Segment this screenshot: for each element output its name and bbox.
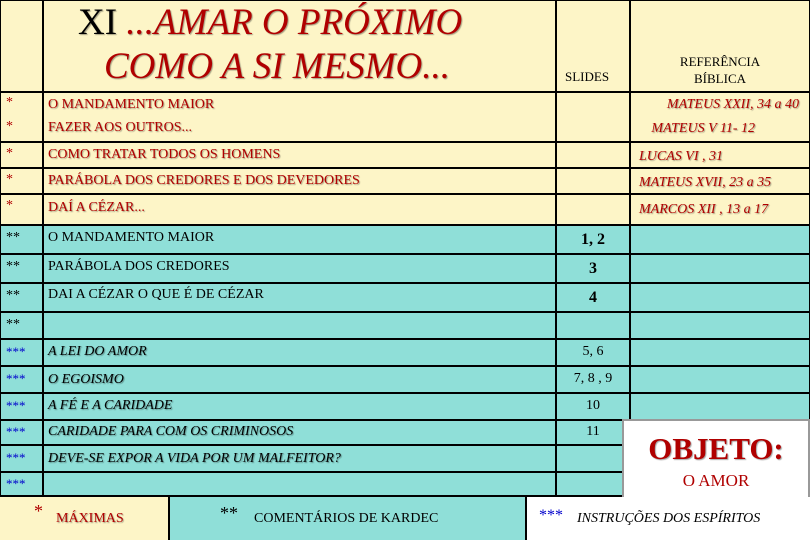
ref-header-line-1: REFERÊNCIA bbox=[679, 54, 761, 69]
instrucao-mark-cell bbox=[1, 421, 42, 444]
instrucao-mark: *** bbox=[6, 450, 26, 465]
instrucao-text: CARIDADE PARA COM OS CRIMINOSOS bbox=[48, 424, 294, 439]
comentario-mark-cell bbox=[1, 255, 42, 282]
instrucao-mark-cell bbox=[1, 446, 42, 471]
maxima-mark-cell bbox=[1, 169, 42, 193]
maxima-text: O MANDAMENTO MAIOR bbox=[48, 97, 215, 112]
maxima-ref: MATEUS V 11- 12 bbox=[651, 121, 755, 136]
legend-instrucoes-label: INSTRUÇÕES DOS ESPÍRITOS bbox=[577, 511, 761, 526]
comentario-mark: ** bbox=[6, 317, 20, 332]
header-title-cell bbox=[44, 1, 555, 91]
maxima-slides-cell bbox=[557, 195, 629, 224]
maxima-text-cell bbox=[44, 169, 555, 193]
instrucao-text: O EGOISMO bbox=[48, 372, 124, 387]
comentario-mark: ** bbox=[6, 230, 20, 245]
comentario-slides-cell bbox=[557, 255, 629, 282]
comentario-text-cell bbox=[44, 255, 555, 282]
maxima-ref: MATEUS XVII, 23 a 35 bbox=[639, 175, 772, 190]
maxima-mark-cell bbox=[1, 143, 42, 167]
maxima-mark-cell bbox=[1, 93, 42, 141]
instrucao-slides-cell bbox=[557, 473, 629, 495]
instrucao-slides-cell bbox=[557, 421, 629, 444]
instrucao-text-cell bbox=[44, 473, 555, 495]
legend-comentarios bbox=[170, 497, 525, 540]
comentario-slides: 1, 2 bbox=[581, 231, 605, 248]
instrucao-slides-cell bbox=[557, 340, 629, 365]
comentario-slides: 3 bbox=[589, 260, 597, 277]
header-ref-cell bbox=[631, 1, 809, 91]
instrucao-mark: *** bbox=[6, 344, 26, 359]
maxima-text-cell bbox=[44, 93, 555, 141]
maxima-ref-cell bbox=[631, 169, 809, 193]
legend-comentarios-label: COMENTÁRIOS DE KARDEC bbox=[254, 511, 439, 526]
instrucao-slides: 7, 8 , 9 bbox=[573, 371, 613, 386]
maxima-text: DAÍ A CÉZAR... bbox=[48, 200, 145, 215]
instrucao-mark-cell bbox=[1, 340, 42, 365]
maxima-mark-cell bbox=[1, 195, 42, 224]
legend-maximas bbox=[0, 497, 168, 540]
comentario-slides-cell bbox=[557, 226, 629, 253]
header-mark-cell bbox=[1, 1, 42, 91]
instrucao-mark: *** bbox=[6, 424, 26, 439]
comentario-slides-cell bbox=[557, 284, 629, 311]
instrucao-ref-cell bbox=[631, 394, 809, 419]
instrucao-text-cell bbox=[44, 446, 555, 471]
objeto-subtitle: O AMOR bbox=[682, 471, 750, 490]
title-line-1 bbox=[78, 1, 462, 45]
comentario-text-cell bbox=[44, 313, 555, 338]
instrucao-slides: 11 bbox=[586, 424, 600, 439]
header-slides-cell bbox=[557, 1, 629, 91]
legend-instrucoes-mark: *** bbox=[539, 507, 563, 524]
instrucao-slides-cell bbox=[557, 394, 629, 419]
instrucao-ref-cell bbox=[631, 367, 809, 392]
maxima-ref-cell bbox=[631, 195, 809, 224]
instrucao-mark-cell bbox=[1, 394, 42, 419]
maxima-slides-cell bbox=[557, 169, 629, 193]
maxima-mark: * bbox=[6, 146, 13, 161]
comentario-mark-cell bbox=[1, 284, 42, 311]
comentario-ref-cell bbox=[631, 226, 809, 253]
maxima-ref: LUCAS VI , 31 bbox=[639, 149, 723, 164]
instrucao-text: A FÉ E A CARIDADE bbox=[48, 398, 173, 413]
comentario-mark-cell bbox=[1, 313, 42, 338]
instrucao-slides-cell bbox=[557, 367, 629, 392]
instrucao-text-cell bbox=[44, 394, 555, 419]
maxima-mark: * bbox=[6, 198, 13, 213]
maxima-text-cell bbox=[44, 195, 555, 224]
instrucao-text-cell bbox=[44, 340, 555, 365]
instrucao-slides-cell bbox=[557, 446, 629, 471]
comentario-text: DAI A CÉZAR O QUE É DE CÉZAR bbox=[48, 287, 264, 302]
comentario-slides: 4 bbox=[589, 289, 597, 306]
maxima-slides-cell bbox=[557, 143, 629, 167]
comentario-text-cell bbox=[44, 226, 555, 253]
title-text-1: ...AMAR O PRÓXIMO bbox=[126, 2, 463, 43]
instrucao-ref-cell bbox=[631, 340, 809, 365]
instrucao-mark-cell bbox=[1, 367, 42, 392]
legend-instrucoes bbox=[527, 497, 810, 540]
instrucao-text-cell bbox=[44, 367, 555, 392]
maxima-text: FAZER AOS OUTROS... bbox=[48, 120, 193, 135]
legend-maximas-label: MÁXIMAS bbox=[56, 511, 124, 526]
maxima-ref-cell bbox=[631, 143, 809, 167]
comentario-mark: ** bbox=[6, 259, 20, 274]
ref-header-line-2: BÍBLICA bbox=[694, 71, 746, 86]
objeto-title: OBJETO: bbox=[648, 431, 784, 466]
comentario-mark: ** bbox=[6, 288, 20, 303]
comentario-mark-cell bbox=[1, 226, 42, 253]
instrucao-text-cell bbox=[44, 421, 555, 444]
maxima-text-cell bbox=[44, 143, 555, 167]
instrucao-text: DEVE-SE EXPOR A VIDA POR UM MALFEITOR? bbox=[48, 451, 341, 466]
comentario-ref-cell bbox=[631, 255, 809, 282]
maxima-ref: MARCOS XII , 13 a 17 bbox=[639, 202, 769, 217]
instrucao-text: A LEI DO AMOR bbox=[48, 344, 147, 359]
objeto-box bbox=[622, 419, 810, 499]
maxima-text: PARÁBOLA DOS CREDORES E DOS DEVEDORES bbox=[48, 173, 360, 188]
instrucao-mark: *** bbox=[6, 476, 26, 491]
maxima-mark: * bbox=[6, 172, 13, 187]
title-prefix: XI bbox=[78, 2, 118, 43]
maxima-mark: * bbox=[6, 95, 13, 110]
maxima-ref-cell bbox=[631, 93, 809, 141]
maxima-ref: MATEUS XXII, 34 a 40 bbox=[666, 97, 799, 112]
maxima-text: COMO TRATAR TODOS OS HOMENS bbox=[48, 147, 281, 162]
comentario-text-cell bbox=[44, 284, 555, 311]
comentario-ref-cell bbox=[631, 284, 809, 311]
instrucao-mark-cell bbox=[1, 473, 42, 495]
instrucao-mark: *** bbox=[6, 371, 26, 386]
instrucao-mark: *** bbox=[6, 398, 26, 413]
legend-comentarios-mark: ** bbox=[220, 503, 238, 523]
maxima-mark: * bbox=[6, 119, 13, 134]
title-line-2: COMO A SI MESMO... bbox=[104, 46, 450, 87]
comentario-text: PARÁBOLA DOS CREDORES bbox=[48, 259, 230, 274]
comentario-slides-cell bbox=[557, 313, 629, 338]
maxima-slides-cell bbox=[557, 93, 629, 141]
comentario-text: O MANDAMENTO MAIOR bbox=[48, 230, 215, 245]
instrucao-slides: 5, 6 bbox=[582, 344, 604, 359]
instrucao-slides: 10 bbox=[586, 398, 600, 413]
legend-maximas-mark: * bbox=[34, 501, 43, 521]
comentario-ref-cell bbox=[631, 313, 809, 338]
slides-header: SLIDES bbox=[565, 69, 610, 84]
